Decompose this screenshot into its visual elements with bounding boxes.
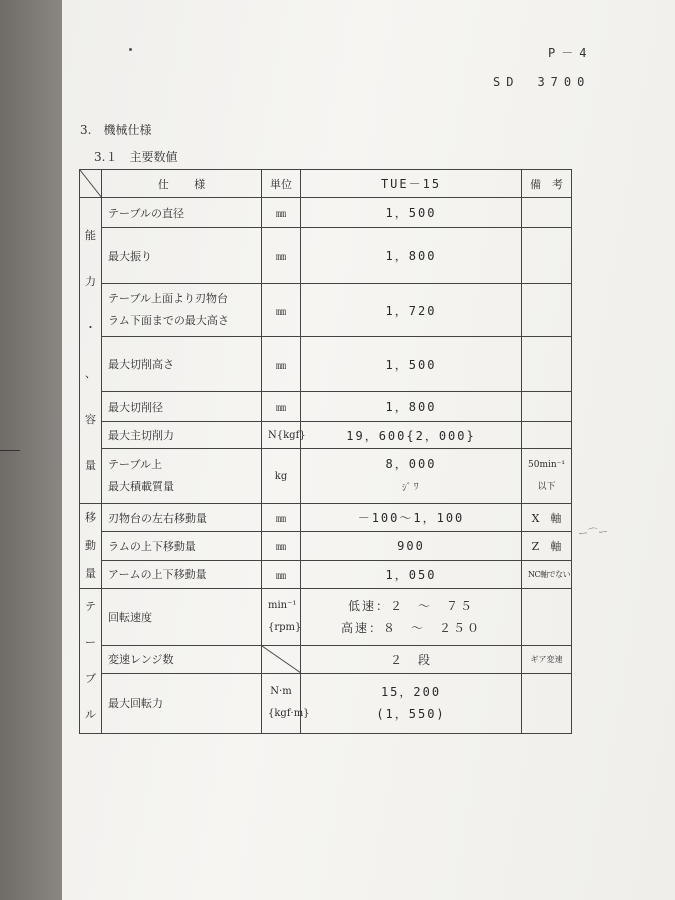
speck	[129, 48, 132, 51]
note-cell	[522, 284, 572, 337]
table-row	[80, 673, 572, 733]
unit-cell: kg	[262, 449, 301, 504]
value-cell-multiline	[301, 673, 522, 733]
item-label: 最大回転力	[102, 673, 262, 733]
unit-cell-multiline	[262, 673, 310, 733]
note-cell	[522, 198, 572, 228]
unit-line-2: {rpm}	[268, 621, 302, 633]
note-cell: X 軸	[522, 504, 572, 532]
category-char: 量	[85, 458, 96, 472]
category-char: 容	[85, 412, 96, 426]
unit-line-1: min⁻¹	[268, 599, 297, 611]
note-line-2: 以下	[537, 482, 556, 492]
margin-pencil-note: ー⌒ー	[577, 526, 609, 541]
table-row	[80, 560, 572, 588]
table-row	[80, 228, 572, 284]
unit-cell: ㎜	[262, 560, 301, 588]
value-line-2: (1，550)	[376, 707, 446, 722]
item-label: テーブルの直径	[102, 198, 262, 228]
value-cell: －100～1，100	[301, 504, 522, 532]
table-row	[80, 392, 572, 422]
note-cell	[522, 422, 572, 449]
header-spec	[102, 170, 262, 198]
note-cell: NC軸でない	[522, 560, 572, 588]
note-cell: ギア変速	[522, 645, 572, 673]
table-row	[80, 284, 572, 337]
unit-cell: ㎜	[262, 337, 301, 392]
category-char: テ	[85, 600, 96, 613]
unit-cell: ㎜	[262, 532, 301, 560]
category-char: 移	[85, 511, 96, 524]
header-spec-char-1: 仕	[157, 177, 169, 191]
note-cell-multiline	[522, 449, 572, 504]
header-note: 備 考	[522, 170, 572, 198]
unit-cell-multiline	[262, 589, 301, 646]
unit-cell: ㎜	[262, 392, 301, 422]
header-model: TUE－15	[301, 170, 522, 198]
doc-number: SD 3700	[493, 75, 591, 89]
item-label-line-1: テーブル上面より刃物台	[108, 292, 229, 305]
diagonal-line	[262, 646, 301, 673]
table-row	[80, 645, 572, 673]
note-cell	[522, 392, 572, 422]
category-char: 、	[85, 366, 96, 380]
category-ability	[80, 198, 102, 504]
subsection-heading: 3.１ 主要数値	[94, 150, 178, 164]
item-label-line-2: 最大積載質量	[108, 480, 174, 493]
table-row	[80, 504, 572, 532]
page-label: P－4	[548, 46, 593, 60]
category-char: 量	[85, 567, 96, 580]
left-edge-mark	[0, 450, 20, 451]
note-cell	[522, 228, 572, 284]
note-cell: Z 軸	[522, 532, 572, 560]
category-char: ー	[85, 636, 96, 649]
category-char: 力	[85, 274, 96, 288]
value-cell-multiline	[301, 589, 522, 646]
diagonal-line	[80, 170, 102, 198]
item-label-multiline	[102, 449, 262, 504]
unit-cell: ㎜	[262, 504, 301, 532]
value-line-1: 15，200	[380, 685, 442, 700]
item-label-multiline	[102, 284, 262, 337]
item-label: 刃物台の左右移動量	[102, 504, 262, 532]
item-label: アームの上下移動量	[102, 560, 262, 588]
item-label: ラムの上下移動量	[102, 532, 262, 560]
unit-line-1: N·m	[270, 686, 292, 698]
value-cell: 19，600{2，000}	[301, 422, 522, 449]
unit-cell: N{kgf}	[262, 422, 301, 449]
value-cell: 1，500	[301, 198, 522, 228]
item-label: 最大主切削力	[102, 422, 262, 449]
note-cell	[522, 673, 572, 733]
note-cell	[522, 337, 572, 392]
item-label: 最大切削径	[102, 392, 262, 422]
table-row	[80, 422, 572, 449]
category-char: ・	[85, 320, 96, 334]
diagonal-unit-cell	[262, 645, 301, 673]
item-label-line-2: ラム下面までの最大高さ	[108, 314, 229, 327]
category-char: 能	[85, 228, 96, 242]
note-line-1: 50min⁻¹	[528, 460, 566, 470]
unit-cell: ㎜	[262, 228, 301, 284]
value-line-2: 高速：８ ～ ２５０	[340, 620, 481, 635]
value-cell: 900	[301, 532, 522, 560]
value-cell: 1，050	[301, 560, 522, 588]
item-label: 回転速度	[102, 589, 262, 646]
value-cell: 1，800	[301, 392, 522, 422]
unit-cell: ㎜	[262, 198, 301, 228]
category-table	[80, 589, 102, 734]
item-label: 最大振り	[102, 228, 262, 284]
header-spec-char-2: 様	[194, 177, 206, 191]
table-row	[80, 198, 572, 228]
value-cell-with-scribble	[301, 449, 522, 504]
category-movement	[80, 504, 102, 589]
section-heading: 3. 機械仕様	[80, 123, 152, 137]
value-cell: 1，720	[301, 284, 522, 337]
handwritten-scribble: ｼﾞﾜ	[400, 481, 421, 494]
item-label: 最大切削高さ	[102, 337, 262, 392]
table-header-row	[80, 170, 572, 198]
value-line-1: 低速：２ ～ ７５	[347, 598, 474, 613]
item-label-line-1: テーブル上	[108, 458, 163, 471]
value-text: 8，000	[385, 457, 437, 471]
table-row	[80, 532, 572, 560]
category-char: ル	[85, 708, 96, 721]
category-char: ブ	[85, 672, 96, 685]
note-cell	[522, 589, 572, 646]
unit-line-2: {kgf·m}	[268, 708, 310, 720]
value-cell: 1，800	[301, 228, 522, 284]
value-cell: ２ 段	[301, 645, 522, 673]
category-char: 動	[85, 539, 96, 552]
spec-table	[79, 169, 572, 734]
diagonal-header-cell	[80, 170, 102, 198]
table-row	[80, 449, 572, 504]
value-cell: 1，500	[301, 337, 522, 392]
table-row	[80, 589, 572, 646]
header-unit: 単位	[262, 170, 301, 198]
item-label: 変速レンジ数	[102, 645, 262, 673]
unit-cell: ㎜	[262, 284, 301, 337]
table-row	[80, 337, 572, 392]
